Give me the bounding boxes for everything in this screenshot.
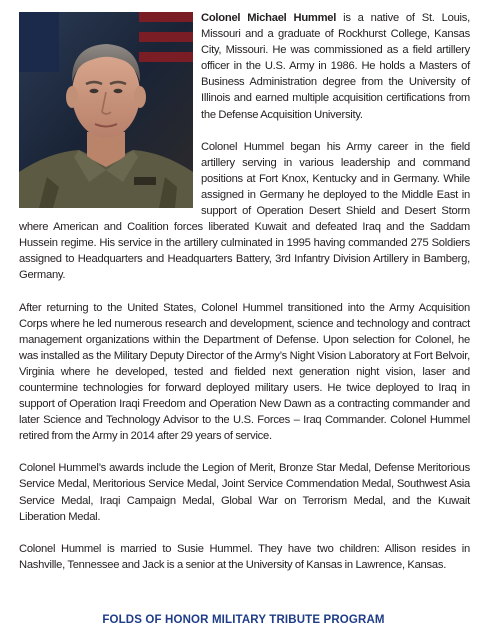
bio-intro-text: is a native of St. Louis, Missouri and a graduate of Rockhurst College, Kansas City, Missouri. He was commissioned as a field artillery officer in the U.S. Army in 1986. He holds a Masters of Business Administration degree from the University of Illinois and earned multiple acquisition certifications from the Defense Acquisition University.: [201, 12, 470, 121]
bio-paragraph-family: Colonel Hummel is married to Susie Hummel. They have two children: Allison resides in Nashville, Tennessee and Jack is a senior at the University of Kansas in Lawrence, Kansas.: [19, 542, 470, 571]
footer-title: FOLDS OF HONOR MILITARY TRIBUTE PROGRAM: [102, 614, 385, 626]
bio-paragraph-awards: Colonel Hummel’s awards include the Legion of Merit, Bronze Star Medal, Defense Meritorious Service Medal, Meritorious Service Medal, Joint Service Commendation Medal, Southwest Asia Service Medal, Iraqi Campaign Medal, Global War on Terrorism Medal, and the Kuwait Liberation Medal.: [19, 462, 470, 523]
photo-spacer: [19, 10, 201, 216]
bio-paragraph-career: Colonel Hummel began his Army career in the field artillery serving in various leadership and command positions at Fort Knox, Kentucky and in Germany. While assigned in Germany he deployed to the Middle East in support of Operation Desert Shield and Desert Storm where American and Coalition forces liberated Kuwait and defeated Iraq and the Saddam Hussein regime. His service in the artillery culminated in 1995 having commanded 275 Soldiers assigned to Headquarters and Headquarters Battery, 3rd Infantry Division Artillery in Bamberg, Germany.: [19, 140, 470, 282]
bio-paragraph-acquisition: After returning to the United States, Colonel Hummel transitioned into the Army Acquisition Corps where he led numerous research and development, science and technology and contract management organizations within the Department of Defense. Upon selection for Colonel, he was installed as the Military Deputy Director of the Army’s Night Vision Laboratory at Fort Belvoir, Virginia where he developed, tested and fielded next generation night vision, laser and countermine technologies for forward deployed military users. He twice deployed to Iraq in support of Operation Iraqi Freedom and Operation New Dawn as a contracting commander and later Science and Technology Advisor to the U.S. Forces – Iraq Commander. Colonel Hummel retired from the Army in 2014 after 29 years of service.: [19, 301, 470, 443]
biography-text: [19, 10, 470, 589]
bio-name: Colonel Michael Hummel: [201, 12, 337, 24]
